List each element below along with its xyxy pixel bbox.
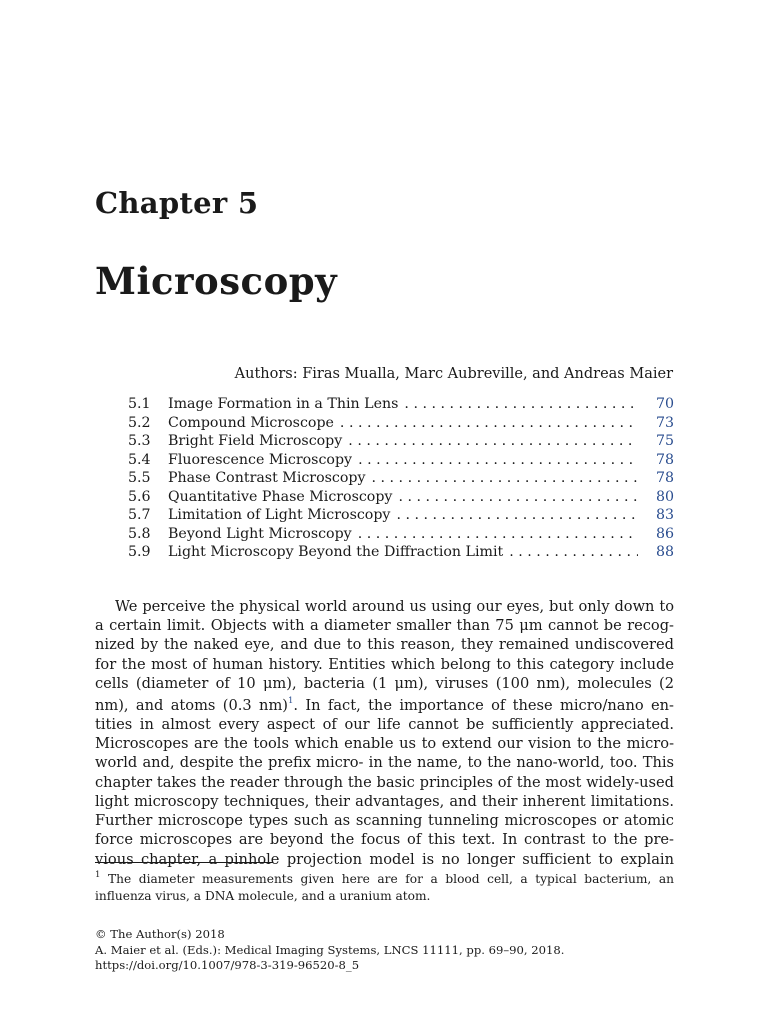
toc-section-number: 5.8 xyxy=(128,525,151,542)
paragraph-line: nized by the naked eye, and due to this reason, they remained undiscovered xyxy=(95,636,674,654)
toc-section-number: 5.1 xyxy=(128,396,151,412)
toc-section-title: Limitation of Light Microscopy xyxy=(168,507,391,523)
copyright-notice: © The Author(s) 2018 xyxy=(95,927,225,941)
toc-page-link[interactable]: 73 xyxy=(655,414,674,431)
toc-section-title: Quantitative Phase Microscopy xyxy=(168,488,393,505)
toc-section-title: Light Microscopy Beyond the Diffraction Limit xyxy=(168,544,504,560)
toc-leader-dots xyxy=(348,432,638,451)
toc-entry[interactable] xyxy=(128,506,674,525)
toc-section-number: 5.3 xyxy=(128,433,151,449)
paragraph-line: vious chapter, a pinhole projection model is no longer sufficient to explain xyxy=(95,850,674,868)
footnote-line: influenza virus, a DNA molecule, and a uranium atom. xyxy=(95,889,431,904)
toc-entry[interactable] xyxy=(128,488,674,507)
paragraph-line: We perceive the physical world around us using our eyes, but only down to xyxy=(115,598,674,615)
paragraph-line: chapter takes the reader through the basic principles of the most widely-used xyxy=(95,773,674,791)
toc-leader-dots xyxy=(398,488,638,507)
toc-section-number: 5.9 xyxy=(128,544,151,560)
toc-page-link[interactable]: 78 xyxy=(655,470,674,486)
toc-entry[interactable] xyxy=(128,451,674,470)
chapter-title: Microscopy xyxy=(95,259,338,303)
toc-section-number: 5.7 xyxy=(128,507,151,523)
toc-entry[interactable] xyxy=(128,395,674,414)
toc-leader-dots xyxy=(340,414,638,433)
footnote-marker: 1 xyxy=(95,870,101,880)
paragraph-line: world and, despite the prefix micro- in the name, to the nano-world, too. This xyxy=(95,754,674,772)
toc-leader-dots xyxy=(358,451,638,470)
paragraph-line: light microscopy techniques, their advantages, and their inherent limitations. xyxy=(95,792,674,810)
paragraph-line: a certain limit. Objects with a diameter smaller than 75 μm cannot be recog- xyxy=(95,617,674,635)
toc-entry[interactable] xyxy=(128,525,674,544)
citation-line: A. Maier et al. (Eds.): Medical Imaging Systems, LNCS 11111, pp. 69–90, 2018. xyxy=(95,942,565,957)
toc-leader-dots xyxy=(396,506,638,525)
copyright-block xyxy=(95,927,674,974)
toc-leader-dots xyxy=(358,525,638,544)
toc-section-title: Compound Microscope xyxy=(168,414,334,431)
toc-page-link[interactable]: 70 xyxy=(655,396,674,412)
paragraph-line: cells (diameter of 10 μm), bacteria (1 μm), viruses (100 nm), molecules (2 xyxy=(95,674,674,692)
toc-page-link[interactable]: 83 xyxy=(655,507,674,523)
toc-entry[interactable] xyxy=(128,469,674,488)
toc-section-title: Phase Contrast Microscopy xyxy=(168,470,366,486)
toc-leader-dots xyxy=(509,543,638,562)
toc-page-link[interactable]: 80 xyxy=(655,488,674,505)
paragraph-text: nm), and atoms (0.3 nm) xyxy=(95,696,288,714)
paragraph-line xyxy=(95,693,674,715)
paragraph-line: Further microscope types such as scanning tunneling microscopes or atomic xyxy=(95,812,674,830)
toc-section-title: Bright Field Microscopy xyxy=(168,433,343,449)
chapter-number: Chapter 5 xyxy=(95,186,259,220)
toc-section-title: Beyond Light Microscopy xyxy=(168,525,352,542)
toc-page-link[interactable]: 75 xyxy=(655,433,674,449)
toc-section-number: 5.2 xyxy=(128,414,151,431)
doi-link[interactable]: https://doi.org/10.1007/978-3-319-96520-8_5 xyxy=(95,958,360,972)
toc-page-link[interactable]: 78 xyxy=(655,451,674,468)
authors-line: Authors: Firas Mualla, Marc Aubreville, and Andreas Maier xyxy=(234,366,673,382)
footnote-reference[interactable]: 1 xyxy=(287,696,294,707)
paragraph-line: Microscopes are the tools which enable us to extend our vision to the micro- xyxy=(95,735,674,753)
toc-entry[interactable] xyxy=(128,432,674,451)
footnote-line xyxy=(95,868,674,888)
toc-section-title: Image Formation in a Thin Lens xyxy=(168,396,399,412)
toc-page-link[interactable]: 86 xyxy=(655,525,674,542)
paragraph-line: tities in almost every aspect of our life cannot be sufficiently appreciated. xyxy=(95,716,674,734)
toc-leader-dots xyxy=(372,469,639,488)
paragraph-text: . In fact, the importance of these micro/nano en- xyxy=(293,696,674,714)
toc-section-number: 5.4 xyxy=(128,451,151,468)
toc-section-number: 5.5 xyxy=(128,470,151,486)
toc-leader-dots xyxy=(404,395,638,414)
table-of-contents xyxy=(128,395,674,562)
toc-entry[interactable] xyxy=(128,414,674,433)
paragraph-line: for the most of human history. Entities which belong to this category include xyxy=(95,655,674,673)
toc-section-number: 5.6 xyxy=(128,488,151,505)
footnote-text: The diameter measurements given here are for a blood cell, a typical bacterium, an xyxy=(108,872,674,887)
toc-section-title: Fluorescence Microscopy xyxy=(168,451,353,468)
chapter-intro-paragraph xyxy=(95,597,674,869)
toc-page-link[interactable]: 88 xyxy=(655,544,674,560)
footnote xyxy=(95,868,674,905)
footnote-divider xyxy=(95,862,273,863)
toc-entry[interactable] xyxy=(128,543,674,562)
paragraph-line: force microscopes are beyond the focus of this text. In contrast to the pre- xyxy=(95,831,674,849)
